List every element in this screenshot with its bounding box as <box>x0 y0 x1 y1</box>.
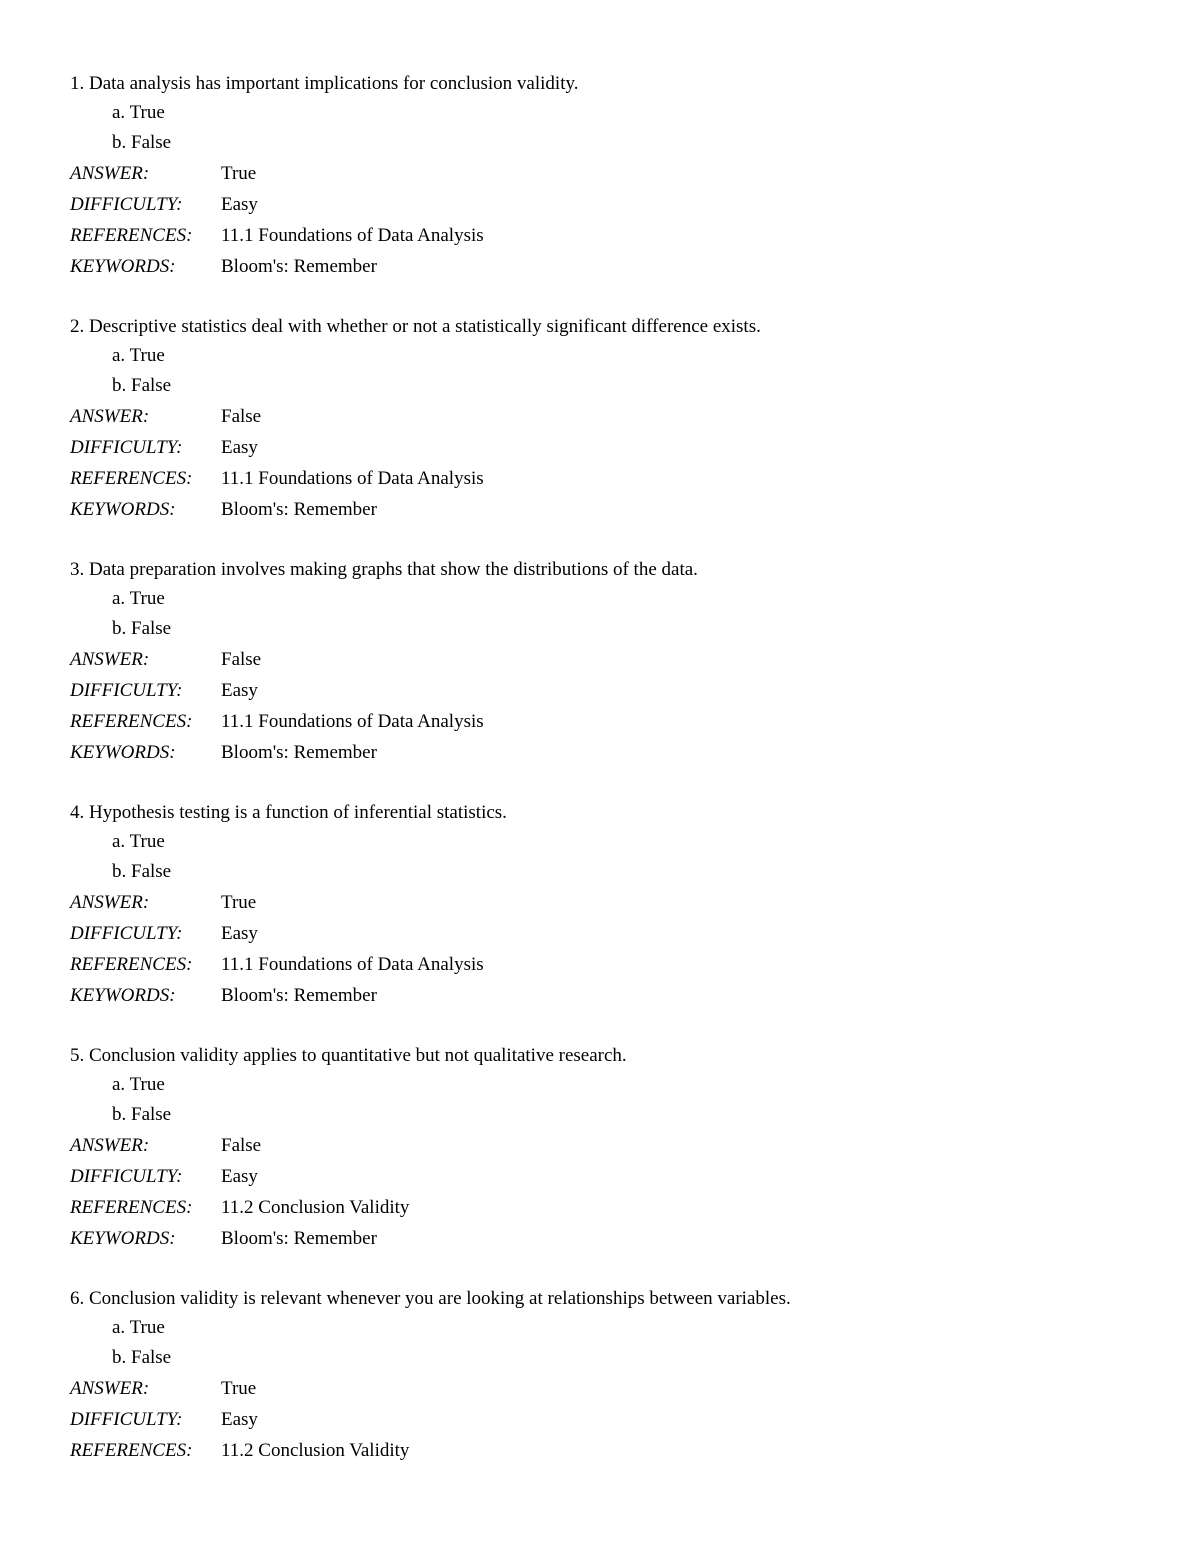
answer-label: ANSWER: <box>70 406 150 427</box>
answer-label: ANSWER: <box>70 1135 150 1156</box>
question-stem: 3. Data preparation involves making graphs that show the distributions of the data. <box>70 559 698 580</box>
references-row <box>70 1435 1150 1466</box>
keywords-row <box>70 737 1150 768</box>
spacer <box>70 525 1150 556</box>
spacer <box>70 768 1150 799</box>
references-label: REFERENCES: <box>70 711 193 732</box>
references-row <box>70 706 1150 737</box>
option-a: a. True <box>112 1074 165 1095</box>
difficulty-value: Easy <box>221 680 258 701</box>
answer-row <box>70 401 1150 432</box>
keywords-value: Bloom's: Remember <box>221 256 377 277</box>
difficulty-label: DIFFICULTY: <box>70 1409 183 1430</box>
answer-value: True <box>221 1378 257 1399</box>
option-b: b. False <box>112 618 172 639</box>
keywords-label: KEYWORDS: <box>70 499 176 520</box>
answer-label: ANSWER: <box>70 163 150 184</box>
difficulty-label: DIFFICULTY: <box>70 923 183 944</box>
answer-row <box>70 887 1150 918</box>
option-b: b. False <box>112 1347 172 1368</box>
references-label: REFERENCES: <box>70 954 193 975</box>
answer-row <box>70 644 1150 675</box>
spacer <box>70 282 1150 313</box>
question-1 <box>70 70 1150 313</box>
references-value: 11.1 Foundations of Data Analysis <box>221 711 484 732</box>
keywords-row <box>70 1223 1150 1254</box>
option-a: a. True <box>112 102 165 123</box>
references-label: REFERENCES: <box>70 1440 193 1461</box>
answer-value: False <box>221 1135 262 1156</box>
keywords-row <box>70 980 1150 1011</box>
keywords-value: Bloom's: Remember <box>221 985 377 1006</box>
references-row <box>70 220 1150 251</box>
question-2 <box>70 313 1150 556</box>
references-value: 11.1 Foundations of Data Analysis <box>221 225 484 246</box>
spacer <box>70 1011 1150 1042</box>
answer-label: ANSWER: <box>70 1378 150 1399</box>
difficulty-label: DIFFICULTY: <box>70 194 183 215</box>
answer-label: ANSWER: <box>70 892 150 913</box>
keywords-label: KEYWORDS: <box>70 256 176 277</box>
difficulty-label: DIFFICULTY: <box>70 680 183 701</box>
keywords-label: KEYWORDS: <box>70 985 176 1006</box>
difficulty-row <box>70 189 1150 220</box>
references-value: 11.2 Conclusion Validity <box>221 1197 410 1218</box>
question-6 <box>70 1285 1150 1466</box>
references-row <box>70 463 1150 494</box>
answer-value: False <box>221 649 262 670</box>
keywords-value: Bloom's: Remember <box>221 499 377 520</box>
difficulty-row <box>70 432 1150 463</box>
answer-label: ANSWER: <box>70 649 150 670</box>
option-a: a. True <box>112 588 165 609</box>
option-b: b. False <box>112 861 172 882</box>
difficulty-row <box>70 675 1150 706</box>
question-stem: 5. Conclusion validity applies to quantitative but not qualitative research. <box>70 1045 627 1066</box>
references-label: REFERENCES: <box>70 225 193 246</box>
document-page <box>70 70 1150 1466</box>
answer-row <box>70 158 1150 189</box>
keywords-label: KEYWORDS: <box>70 1228 176 1249</box>
keywords-value: Bloom's: Remember <box>221 742 377 763</box>
references-label: REFERENCES: <box>70 1197 193 1218</box>
question-5 <box>70 1042 1150 1285</box>
references-label: REFERENCES: <box>70 468 193 489</box>
answer-value: True <box>221 892 257 913</box>
difficulty-label: DIFFICULTY: <box>70 1166 183 1187</box>
option-b: b. False <box>112 375 172 396</box>
question-3 <box>70 556 1150 799</box>
difficulty-row <box>70 1404 1150 1435</box>
question-stem: 2. Descriptive statistics deal with whether or not a statistically significant difference exists. <box>70 316 761 337</box>
difficulty-value: Easy <box>221 1409 258 1430</box>
keywords-row <box>70 494 1150 525</box>
difficulty-value: Easy <box>221 194 258 215</box>
difficulty-label: DIFFICULTY: <box>70 437 183 458</box>
difficulty-value: Easy <box>221 437 258 458</box>
question-4 <box>70 799 1150 1042</box>
difficulty-row <box>70 1161 1150 1192</box>
answer-value: False <box>221 406 262 427</box>
keywords-value: Bloom's: Remember <box>221 1228 377 1249</box>
spacer <box>70 1254 1150 1285</box>
option-b: b. False <box>112 1104 172 1125</box>
difficulty-value: Easy <box>221 1166 258 1187</box>
references-row <box>70 1192 1150 1223</box>
option-a: a. True <box>112 1317 165 1338</box>
question-stem: 4. Hypothesis testing is a function of inferential statistics. <box>70 802 507 823</box>
option-a: a. True <box>112 831 165 852</box>
option-b: b. False <box>112 132 172 153</box>
references-row <box>70 949 1150 980</box>
option-a: a. True <box>112 345 165 366</box>
answer-value: True <box>221 163 257 184</box>
question-stem: 1. Data analysis has important implications for conclusion validity. <box>70 73 579 94</box>
difficulty-row <box>70 918 1150 949</box>
question-stem: 6. Conclusion validity is relevant whenever you are looking at relationships between variables. <box>70 1288 791 1309</box>
keywords-row <box>70 251 1150 282</box>
answer-row <box>70 1130 1150 1161</box>
answer-row <box>70 1373 1150 1404</box>
references-value: 11.1 Foundations of Data Analysis <box>221 468 484 489</box>
references-value: 11.2 Conclusion Validity <box>221 1440 410 1461</box>
references-value: 11.1 Foundations of Data Analysis <box>221 954 484 975</box>
keywords-label: KEYWORDS: <box>70 742 176 763</box>
difficulty-value: Easy <box>221 923 258 944</box>
